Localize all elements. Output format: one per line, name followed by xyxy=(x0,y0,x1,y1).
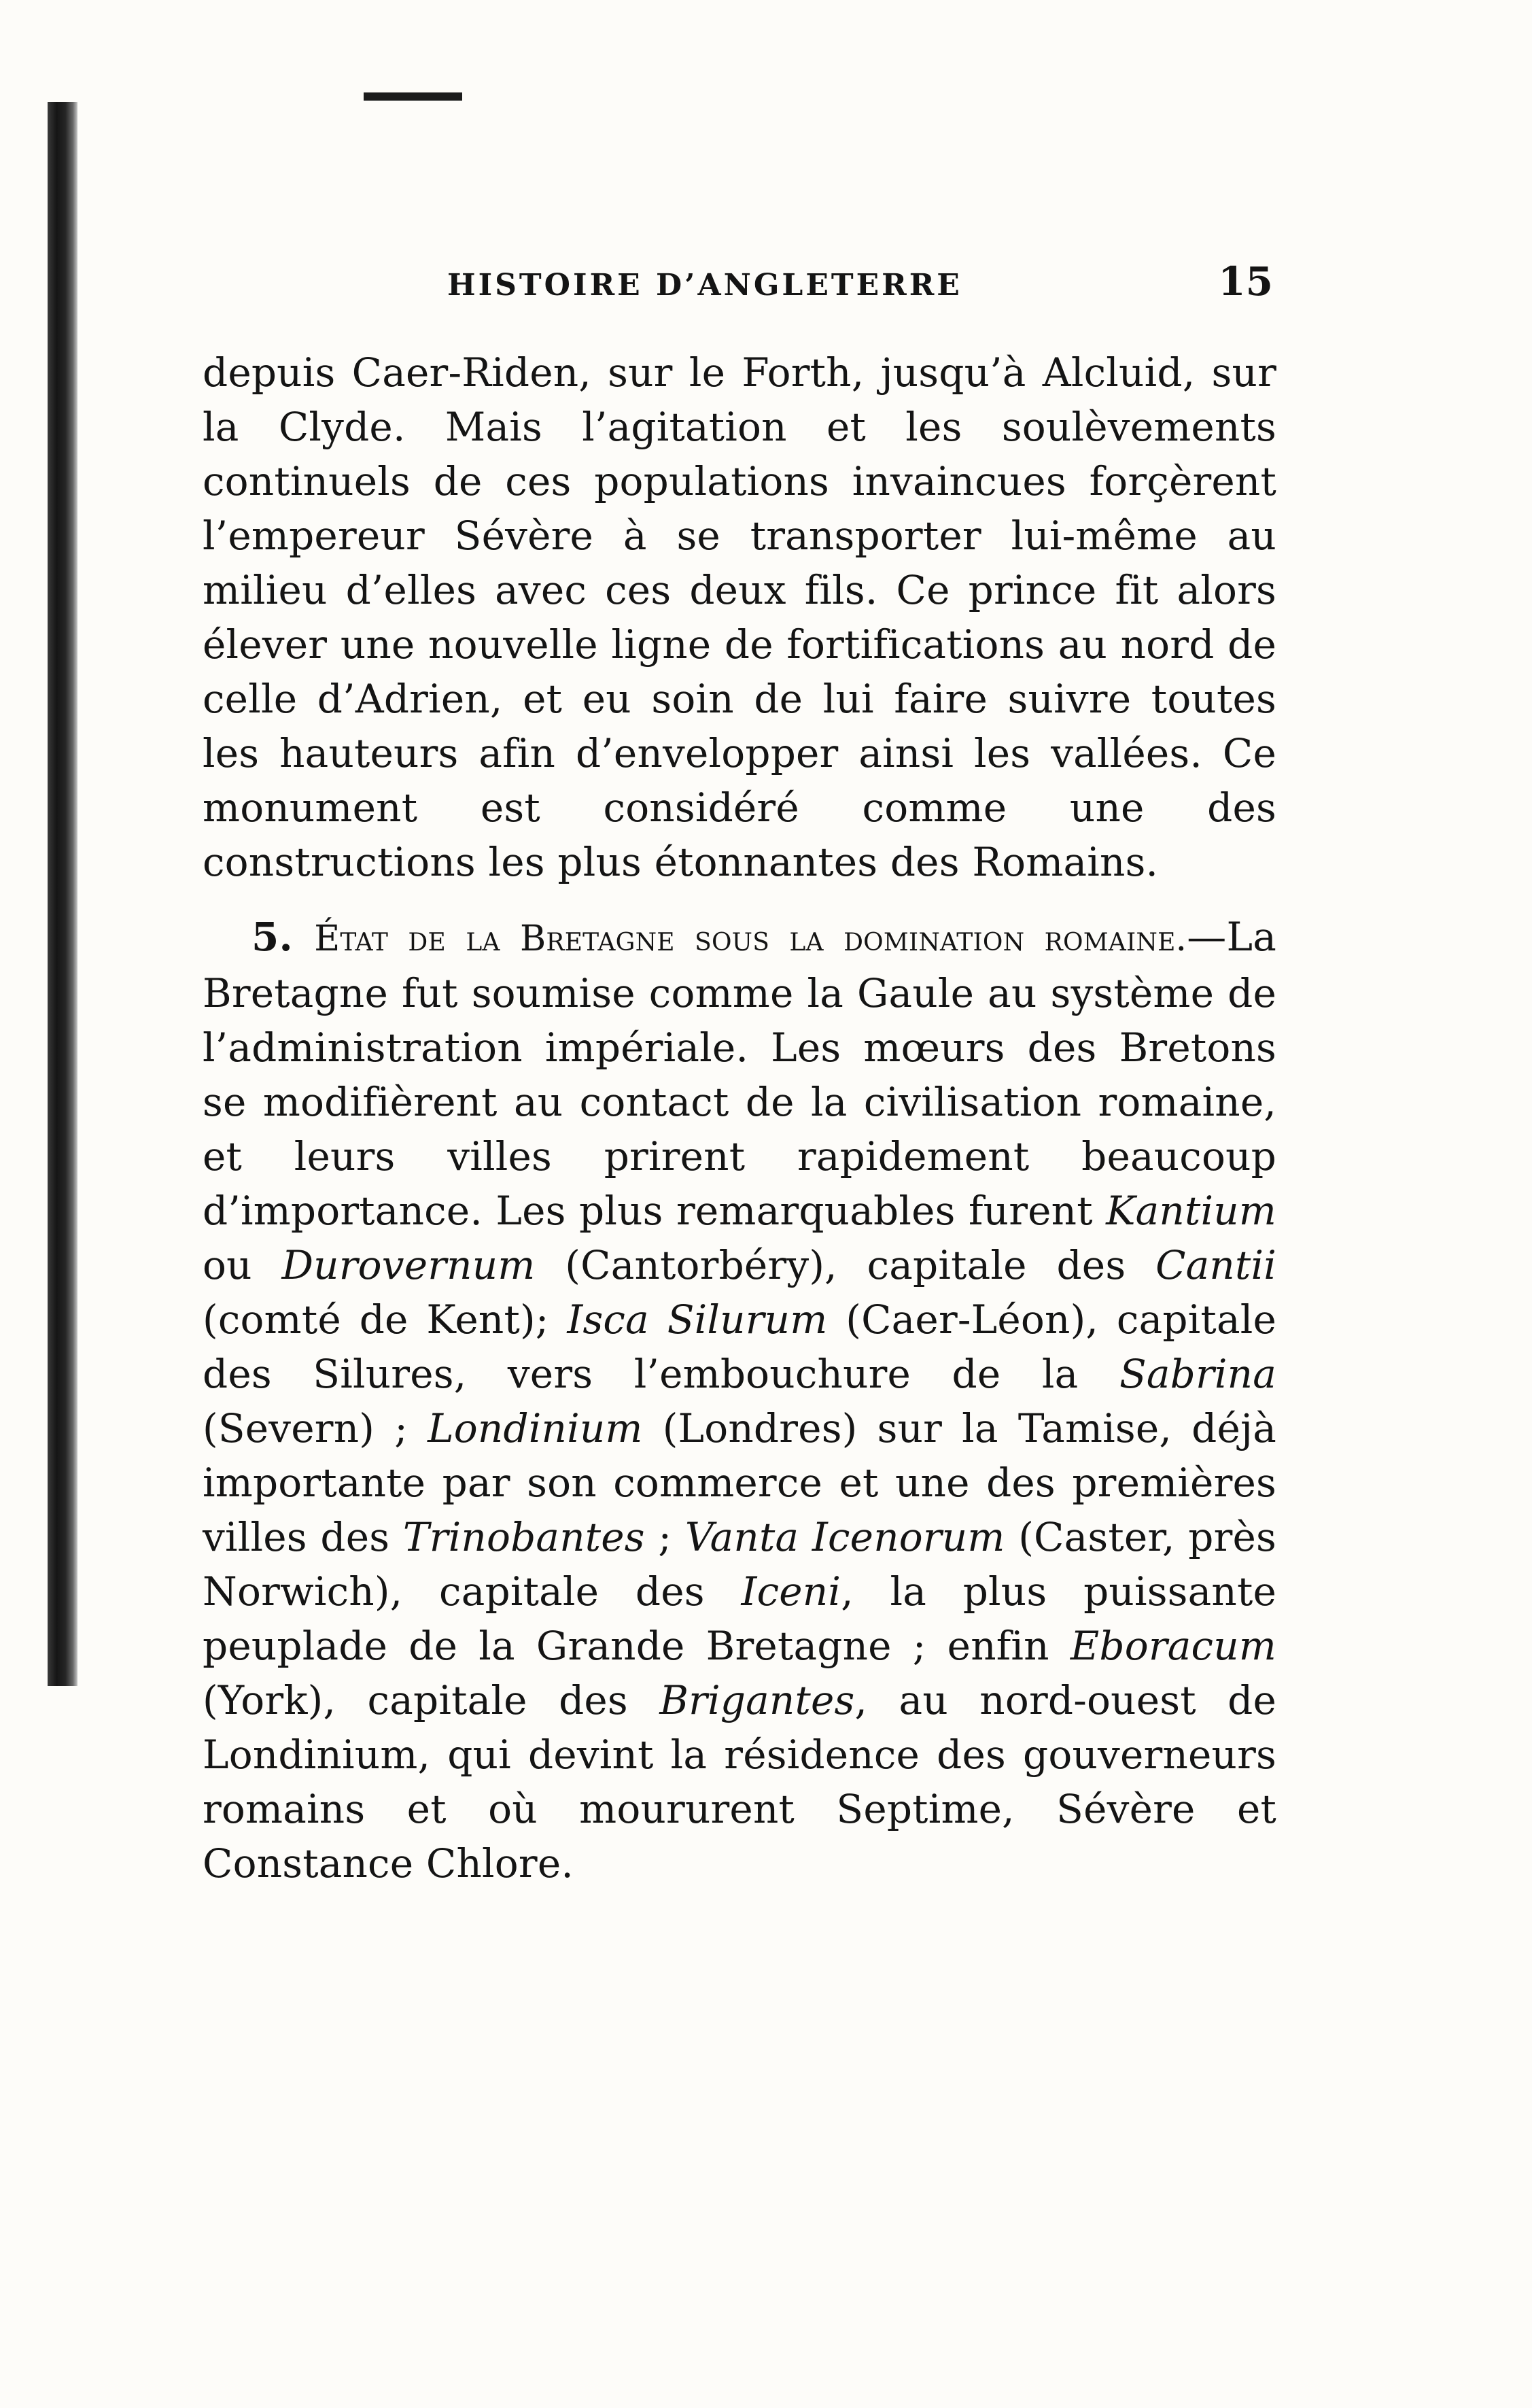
book-binding-edge xyxy=(48,102,77,1686)
text-run: —La Bretagne fut soumise comme la Gaule au système de l’administration impériale. Les mœurs des Bretons se modifièrent au contact de la civilisation romaine, et leurs villes prirent rapidement beaucoup d’importance. Les plus remarquables furent xyxy=(203,914,1276,1234)
italic-place-name: Londinium xyxy=(428,1405,643,1451)
italic-place-name: Isca Silurum xyxy=(567,1296,828,1343)
text-run: , la plus puissante peuplade de la Grande Bretagne ; enfin xyxy=(203,1568,1276,1669)
italic-place-name: Durovernum xyxy=(281,1242,536,1288)
text-run: (Caer-Léon), capitale des Silures, vers l’embouchure de la xyxy=(203,1296,1276,1397)
section-body xyxy=(203,914,1276,1887)
text-run: ; xyxy=(644,1514,685,1560)
scan-artifact-mark xyxy=(364,92,462,101)
section-heading: État de la Bretagne sous la domination romaine. xyxy=(314,918,1187,959)
running-header xyxy=(203,258,1276,315)
running-title: HISTOIRE D’ANGLETERRE xyxy=(447,268,962,303)
italic-place-name: Eboracum xyxy=(1070,1623,1276,1669)
text-run: (York), capitale des xyxy=(203,1677,660,1723)
italic-place-name: Trinobantes xyxy=(402,1514,645,1560)
text-run: (comté de Kent); xyxy=(203,1296,568,1343)
italic-place-name: Kantium xyxy=(1106,1188,1276,1234)
section-5-paragraph xyxy=(203,910,1276,1891)
italic-place-name: Cantii xyxy=(1155,1242,1276,1288)
italic-place-name: Brigantes xyxy=(659,1677,855,1723)
book-page xyxy=(203,258,1276,1891)
italic-place-name: Vanta Icenorum xyxy=(684,1514,1005,1560)
text-run: (Cantorbéry), capitale des xyxy=(535,1242,1156,1288)
text-run: (Caster, près Norwich), capitale des xyxy=(203,1514,1277,1615)
paragraph-continuation: depuis Caer-Riden, sur le Forth, jusqu’à Alcluid, sur la Clyde. Mais l’agitation et les soulèvements continuels de ces populations invaincues forçèrent l’empereur Sévère à se transporter lui-même au milieu d’elles avec ces deux fils. Ce prince fit alors élever une nouvelle ligne de fortifications au nord de celle d’Adrien, et eu soin de lui faire suivre toutes les hauteurs afin d’envelopper ainsi les vallées. Ce monument est considéré comme une des constructions les plus étonnantes des Romains. xyxy=(203,349,1276,885)
italic-place-name: Iceni xyxy=(741,1568,841,1615)
page-number: 15 xyxy=(1218,258,1273,305)
text-run: , au nord-ouest de Londinium, qui devint la résidence des gouverneurs romains et où moururent Septime, Sévère et Constance Chlore. xyxy=(203,1677,1276,1887)
text-run: (Severn) ; xyxy=(203,1405,428,1451)
text-run: ou xyxy=(203,1242,282,1288)
section-number: 5. xyxy=(251,914,293,960)
italic-place-name: Sabrina xyxy=(1119,1351,1276,1397)
text-run: (Londres) sur la Tamise, déjà importante par son commerce et une des premières villes des xyxy=(203,1405,1276,1560)
